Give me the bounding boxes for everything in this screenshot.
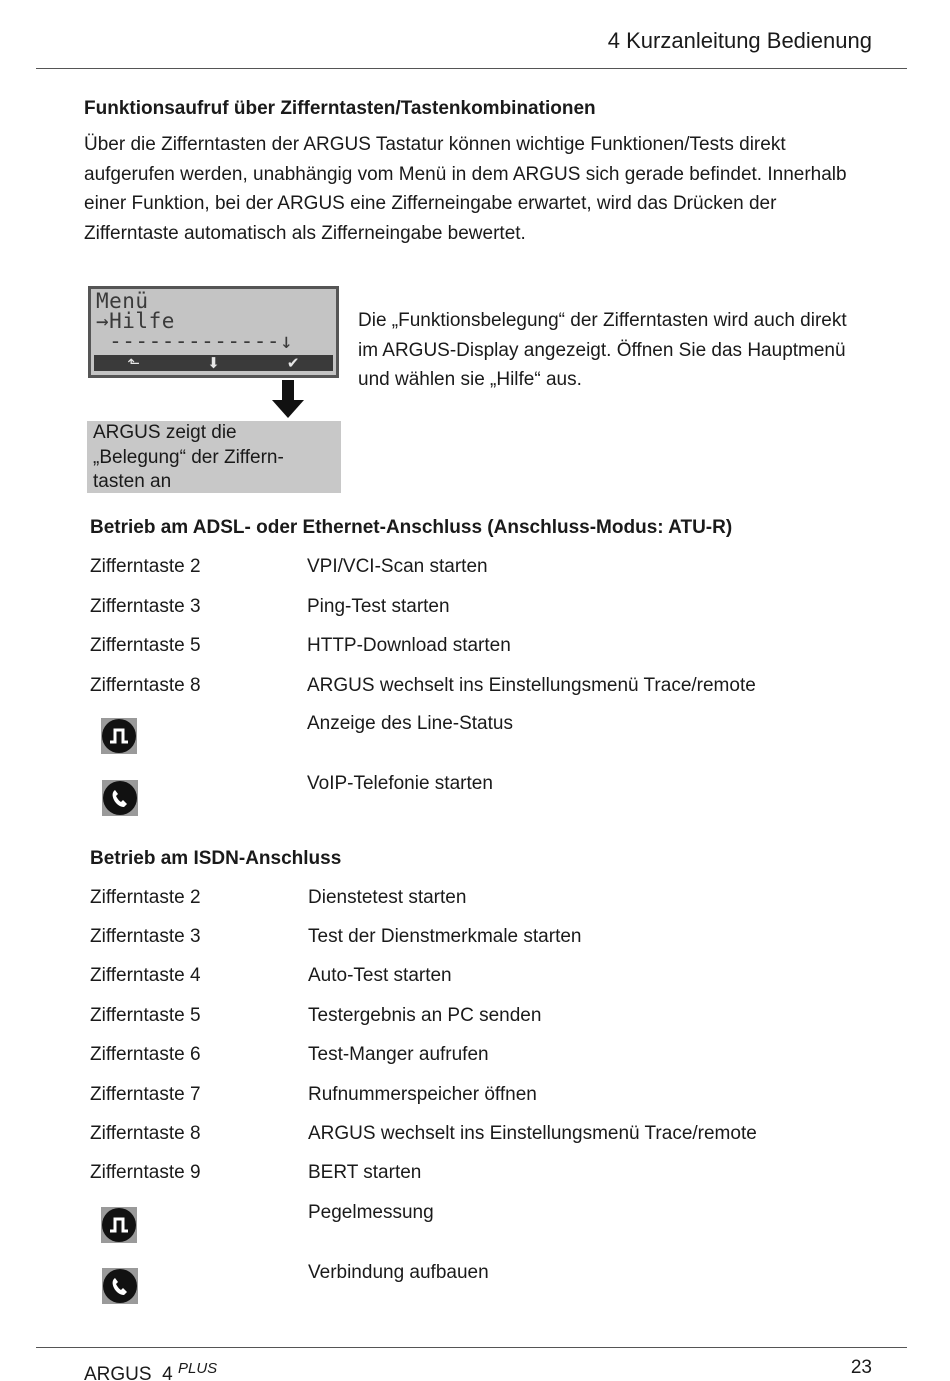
caption-line: tasten an xyxy=(93,471,172,492)
table-row xyxy=(90,675,890,705)
key-label: Zifferntaste 5 xyxy=(90,635,201,656)
display-caption xyxy=(87,421,341,493)
table-row xyxy=(90,887,890,917)
function-label: Anzeige des Line-Status xyxy=(307,713,513,734)
caption-line: ARGUS zeigt die xyxy=(93,422,237,443)
pulse-key-icon xyxy=(101,1207,137,1243)
key-label: Zifferntaste 8 xyxy=(90,1123,201,1144)
function-label: Pegelmessung xyxy=(308,1202,434,1223)
phone-key-icon xyxy=(102,780,138,816)
caption-line: „Belegung“ der Ziffern- xyxy=(93,446,284,468)
key-label: Zifferntaste 2 xyxy=(90,887,201,908)
function-label: VPI/VCI-Scan starten xyxy=(307,556,488,577)
chapter-title: 4 Kurzanleitung Bedienung xyxy=(607,28,872,53)
key-label: Zifferntaste 3 xyxy=(90,596,201,617)
function-label: Dienstetest starten xyxy=(308,887,467,908)
down-arrow-icon xyxy=(272,380,304,418)
intro-line: aufgerufen werden, unabhängig vom Menü in dem ARGUS sich gerade befindet. Innerhalb xyxy=(84,163,847,185)
pulse-key-icon xyxy=(101,718,137,754)
adsl-section-title: Betrieb am ADSL- oder Ethernet-Anschluss (Anschluss-Modus: ATU-R) xyxy=(90,517,733,538)
table-row xyxy=(90,1084,890,1114)
table-row xyxy=(90,713,890,743)
product-suffix: PLUS xyxy=(177,1360,218,1377)
intro-paragraph xyxy=(84,130,884,248)
display-explanation xyxy=(358,306,878,395)
table-row xyxy=(90,1262,890,1292)
key-label: Zifferntaste 3 xyxy=(90,926,201,947)
product-name: ARGUS 4 xyxy=(84,1364,173,1381)
table-row xyxy=(90,635,890,665)
display-line-help: →Hilfe xyxy=(96,309,175,333)
function-label: ARGUS wechselt ins Einstellungsmenü Trace/remote xyxy=(308,1123,757,1144)
function-label: Auto-Test starten xyxy=(308,965,452,986)
table-row xyxy=(90,1123,890,1153)
header-divider xyxy=(36,68,907,69)
table-row xyxy=(90,556,890,586)
key-label: Zifferntaste 2 xyxy=(90,556,201,577)
back-arrow-icon: ⬑ xyxy=(127,354,141,372)
function-label: Ping-Test starten xyxy=(307,596,450,617)
explanation-line: Die „Funktionsbelegung“ der Zifferntasten wird auch direkt xyxy=(358,310,847,331)
footer-product xyxy=(84,1360,217,1381)
key-label: Zifferntaste 9 xyxy=(90,1162,201,1183)
page-number: 23 xyxy=(850,1357,872,1378)
table-row xyxy=(90,1044,890,1074)
table-row xyxy=(90,926,890,956)
key-label: Zifferntaste 8 xyxy=(90,675,201,696)
function-label: Test der Dienstmerkmale starten xyxy=(308,926,582,947)
key-label: Zifferntaste 7 xyxy=(90,1084,201,1105)
checkmark-icon: ✔ xyxy=(286,354,300,372)
key-label: Zifferntaste 5 xyxy=(90,1005,201,1026)
explanation-line: im ARGUS-Display angezeigt. Öffnen Sie das Hauptmenü xyxy=(358,339,846,361)
function-label: Rufnummerspeicher öffnen xyxy=(308,1084,537,1105)
intro-line: einer Funktion, bei der ARGUS eine Zifferneingabe erwartet, wird das Drücken der xyxy=(84,193,777,214)
table-row xyxy=(90,1162,890,1192)
display-softkey-bar xyxy=(94,355,333,371)
intro-line: Über die Zifferntasten der ARGUS Tastatur können wichtige Funktionen/Tests direkt xyxy=(84,134,786,155)
function-label: Testergebnis an PC senden xyxy=(308,1005,542,1026)
function-label: VoIP-Telefonie starten xyxy=(307,773,493,794)
function-label: HTTP-Download starten xyxy=(307,635,511,656)
footer-divider xyxy=(36,1347,907,1348)
function-label: BERT starten xyxy=(308,1162,422,1183)
section-title: Funktionsaufruf über Zifferntasten/Tastenkombinationen xyxy=(84,98,596,119)
explanation-line: und wählen sie „Hilfe“ aus. xyxy=(358,369,582,390)
function-label: ARGUS wechselt ins Einstellungsmenü Trace/remote xyxy=(307,675,756,696)
display-line-dashes: -------------↓ xyxy=(96,329,294,353)
argus-display xyxy=(88,286,339,378)
down-arrow-icon: ⬇ xyxy=(207,354,220,372)
key-label: Zifferntaste 4 xyxy=(90,965,201,986)
table-row xyxy=(90,596,890,626)
table-row xyxy=(90,1202,890,1232)
isdn-section-title: Betrieb am ISDN-Anschluss xyxy=(90,848,342,869)
display-line-menu: Menü xyxy=(96,289,149,313)
table-row xyxy=(90,773,890,803)
phone-key-icon xyxy=(102,1268,138,1304)
function-label: Test-Manger aufrufen xyxy=(308,1044,489,1065)
key-label: Zifferntaste 6 xyxy=(90,1044,201,1065)
table-row xyxy=(90,965,890,995)
table-row xyxy=(90,1005,890,1035)
intro-line: Zifferntaste automatisch als Zifferneingabe bewertet. xyxy=(84,222,526,244)
function-label: Verbindung aufbauen xyxy=(308,1262,489,1283)
